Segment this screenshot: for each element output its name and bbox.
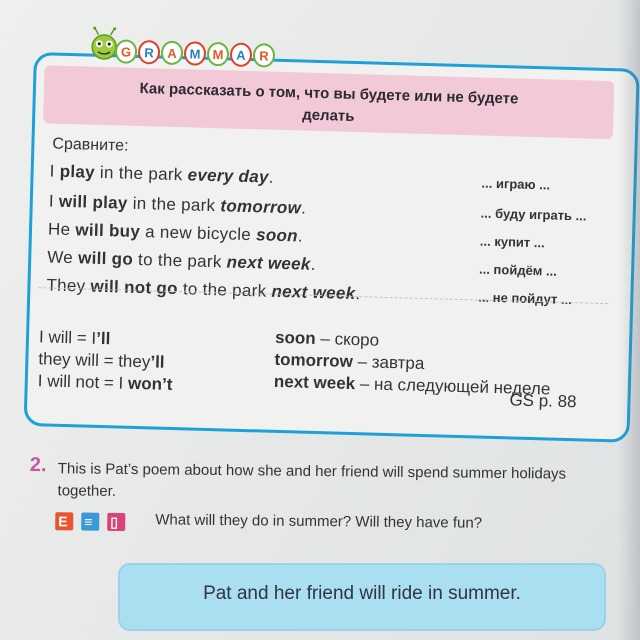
sentence-part: in the park bbox=[127, 193, 221, 216]
sentence-part: every day bbox=[187, 165, 270, 187]
header-line: делать bbox=[301, 106, 355, 125]
contraction-rule bbox=[38, 349, 165, 373]
title-letter: M bbox=[184, 41, 207, 66]
exercise-e-icon: E bbox=[55, 512, 73, 530]
page-edge-shadow bbox=[618, 0, 640, 640]
title-letter: A bbox=[161, 41, 184, 66]
sentence-part: in the park bbox=[94, 162, 188, 185]
answer-box bbox=[118, 563, 606, 631]
example-sentence bbox=[48, 219, 303, 246]
translation: ... не пойдут ... bbox=[478, 289, 573, 308]
translation: ... пойдём ... bbox=[478, 261, 558, 279]
sentence-part: tomorrow bbox=[220, 196, 302, 218]
vocab-word: soon bbox=[274, 327, 316, 348]
sentence-part: . bbox=[268, 167, 275, 187]
sentence-part: to the park bbox=[177, 279, 272, 301]
contraction-plain: I will not = I bbox=[37, 371, 129, 393]
task-text: This is Pat’s poem about how she and her friend will spend summer holidays together. bbox=[57, 460, 567, 500]
sentence-part: I bbox=[49, 161, 60, 181]
sentence-part: I bbox=[48, 191, 60, 211]
sentence-part: next week bbox=[226, 252, 311, 274]
translation: ... буду играть ... bbox=[480, 205, 587, 224]
grammar-header bbox=[43, 65, 614, 139]
contraction-rule bbox=[38, 371, 173, 395]
grammar-title bbox=[115, 39, 276, 69]
compare-label: Сравните: bbox=[52, 135, 129, 155]
vocab-word: next week bbox=[273, 371, 356, 394]
sentence-part: will go bbox=[77, 248, 134, 269]
vocab-entry bbox=[274, 350, 424, 374]
sentence-part: next week bbox=[271, 281, 356, 304]
task-question: What will they do in summer? Will they have fun? bbox=[155, 511, 483, 532]
example-sentence bbox=[49, 161, 274, 187]
sentence-part: . bbox=[310, 254, 316, 274]
example-sentence bbox=[46, 275, 360, 304]
grammar-reference: GS p. 88 bbox=[509, 390, 577, 412]
sentence-part: We bbox=[47, 247, 79, 268]
example-sentence bbox=[49, 191, 307, 218]
title-letter: R bbox=[253, 43, 276, 68]
task-2 bbox=[29, 450, 630, 532]
sentence-part: will play bbox=[58, 191, 128, 213]
exercise-list-icon: ≡ bbox=[81, 513, 99, 531]
vocab-entry bbox=[275, 328, 380, 351]
contraction-plain: I will = I bbox=[38, 327, 97, 348]
answer-text: Pat and her friend will ride in summer. bbox=[203, 583, 521, 604]
sentence-part: a new bicycle bbox=[139, 222, 257, 245]
translation: ... играю ... bbox=[481, 175, 551, 193]
sentence-part: play bbox=[59, 161, 96, 182]
task-number: 2. bbox=[29, 453, 47, 477]
grammar-box bbox=[24, 43, 640, 443]
contraction-rule bbox=[39, 327, 111, 349]
task-icons bbox=[55, 512, 125, 531]
sentence-part: . bbox=[355, 284, 361, 304]
contraction-short: won’t bbox=[127, 373, 173, 394]
vocab-word: tomorrow bbox=[274, 349, 354, 372]
sentence-part: They bbox=[46, 275, 91, 296]
header-line: Как рассказать о том, что вы будете или не будете bbox=[139, 79, 519, 108]
title-letter: R bbox=[138, 40, 161, 65]
title-letter: G bbox=[115, 39, 138, 64]
title-letter: A bbox=[230, 42, 253, 67]
vocab-meaning: – на следующей неделе bbox=[354, 374, 551, 399]
contraction-short: ’ll bbox=[150, 352, 165, 372]
title-letter: M bbox=[207, 42, 230, 67]
contraction-short: ’ll bbox=[95, 328, 111, 349]
translation: ... купит ... bbox=[479, 233, 545, 251]
sentence-part: . bbox=[297, 226, 304, 246]
sentence-part: will buy bbox=[75, 220, 141, 242]
sentence-part: to the park bbox=[132, 249, 227, 272]
vocab-meaning: – скоро bbox=[315, 328, 380, 350]
contraction-plain: they will = they bbox=[38, 349, 151, 372]
vocab-meaning: – завтра bbox=[352, 352, 425, 374]
sentence-part: He bbox=[47, 219, 76, 240]
sentence-part: soon bbox=[255, 225, 299, 246]
exercise-book-icon: ▯ bbox=[107, 513, 125, 531]
sentence-part: will not go bbox=[90, 276, 179, 299]
example-sentence bbox=[47, 247, 316, 274]
sentence-part: . bbox=[300, 198, 307, 218]
